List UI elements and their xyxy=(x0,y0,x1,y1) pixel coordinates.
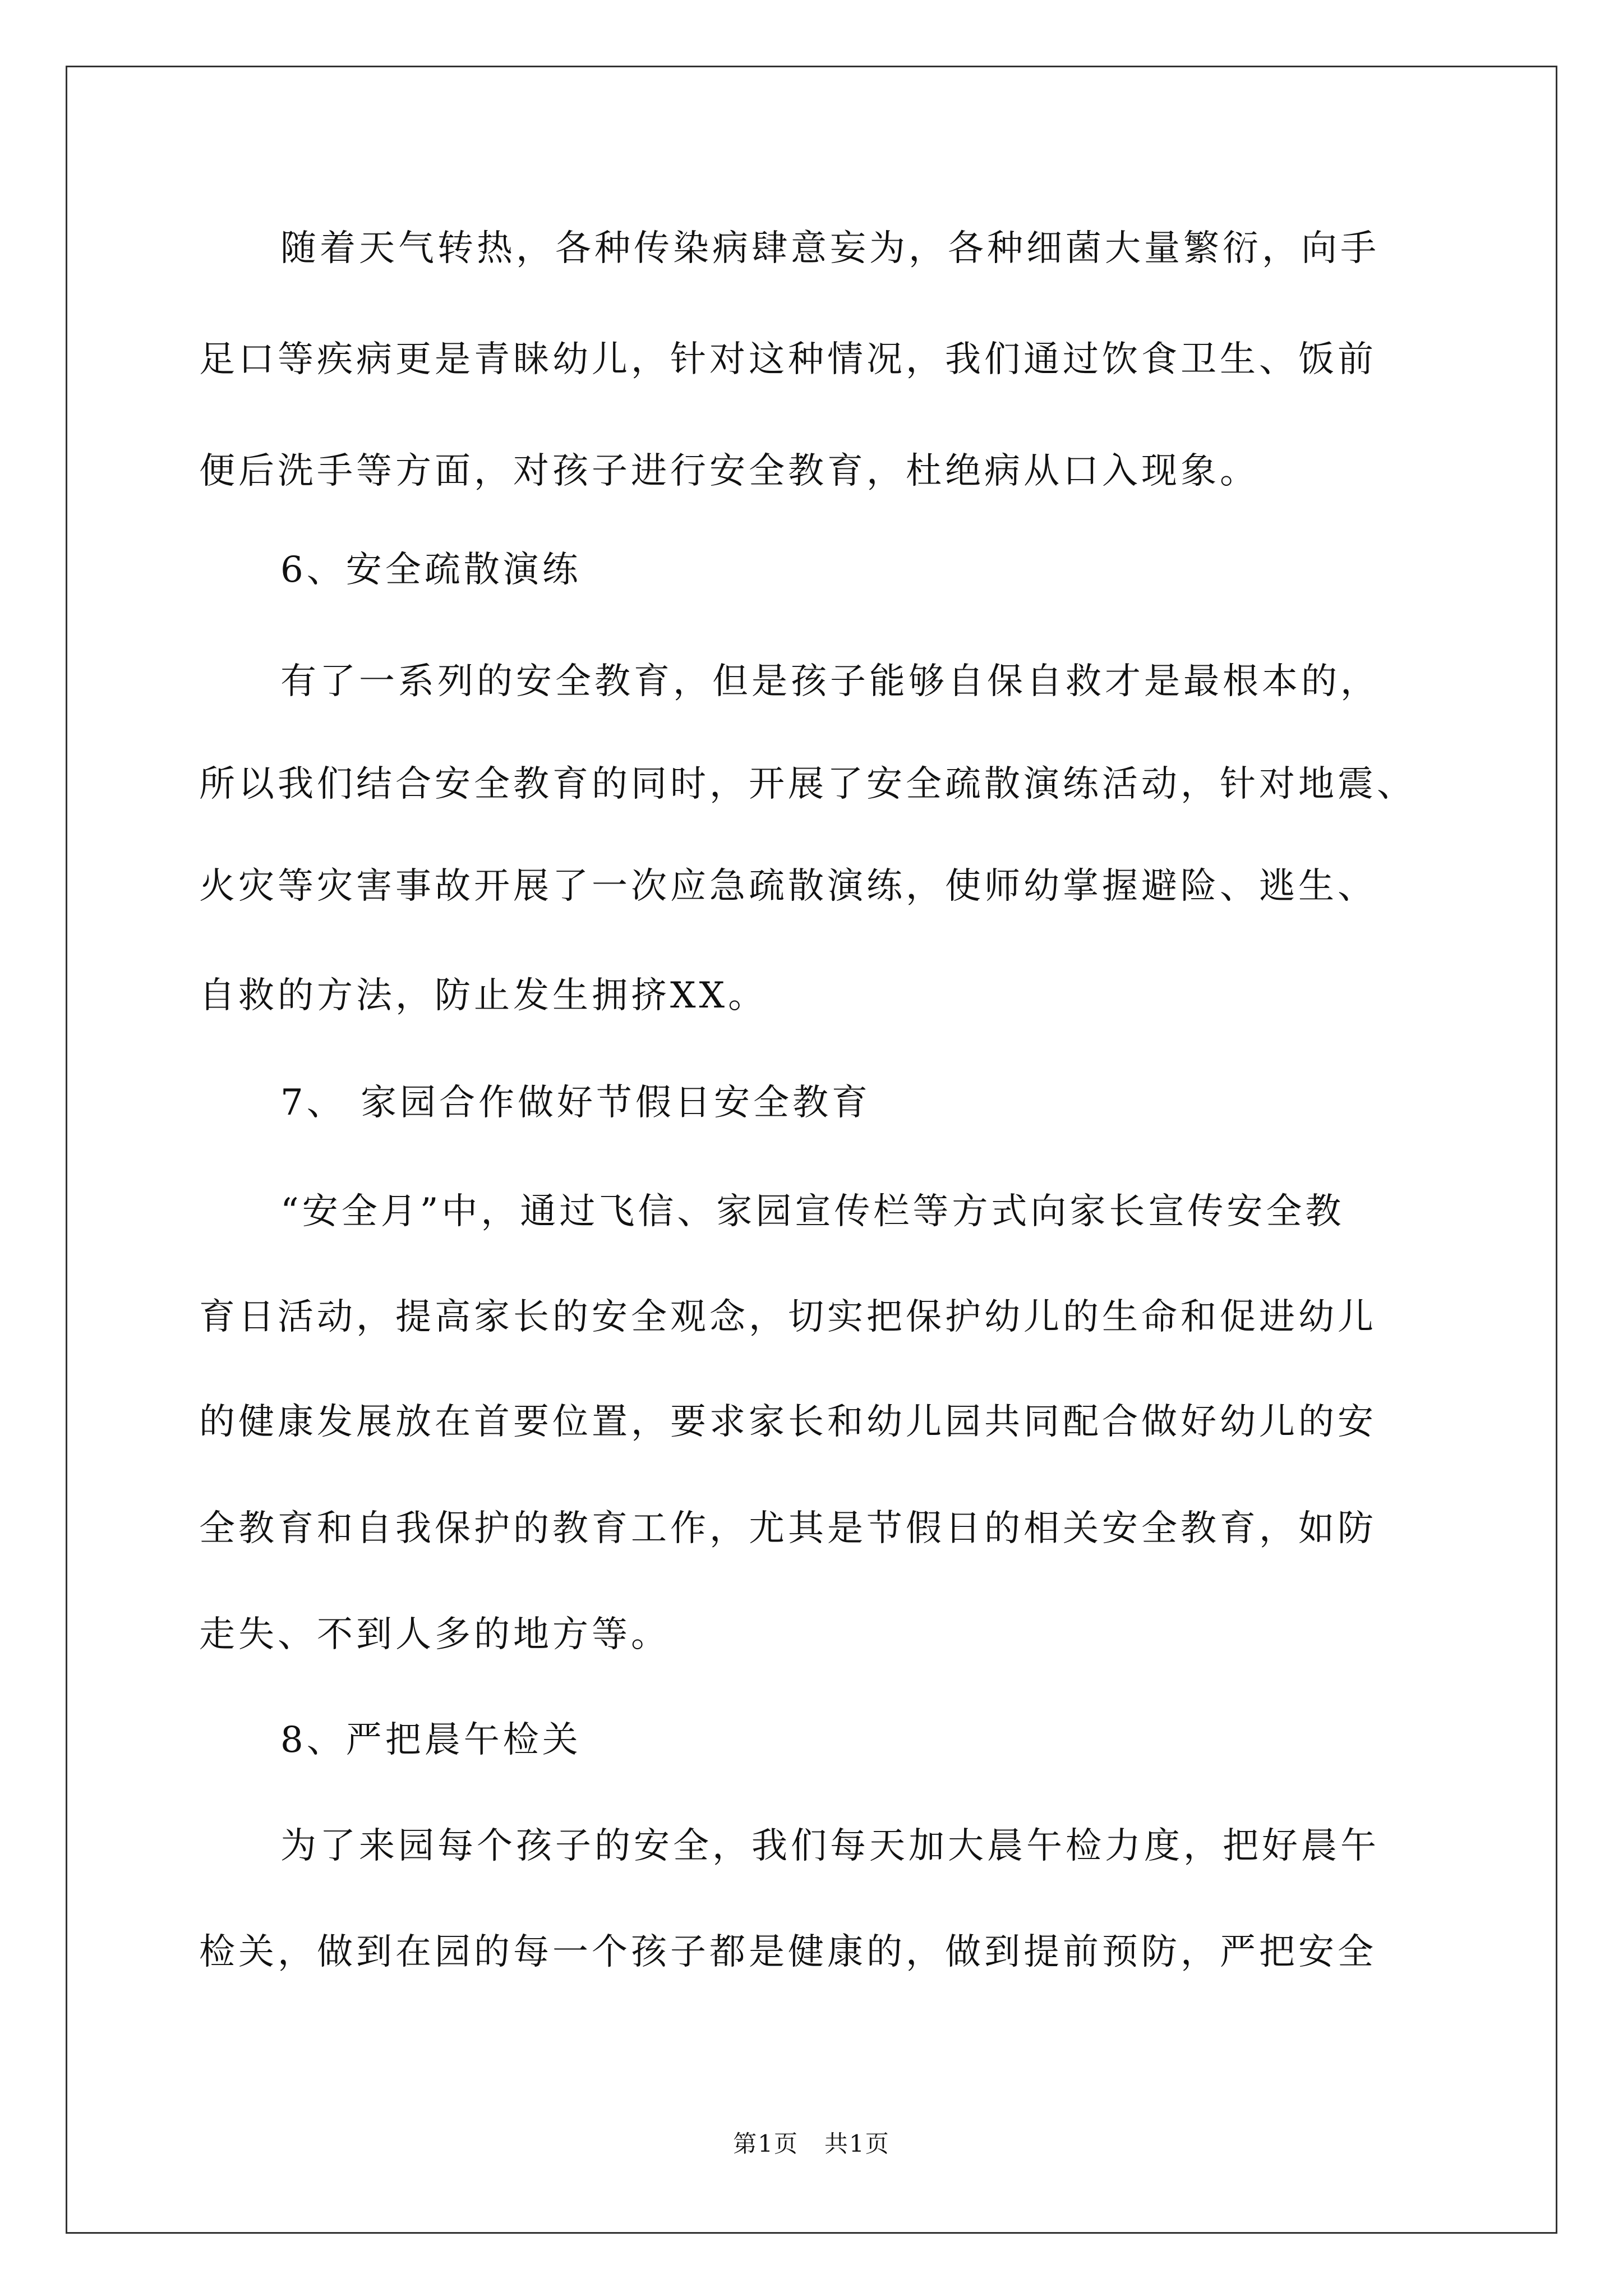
page-number-footer: 第1页 共1页 xyxy=(733,2130,890,2157)
paragraph-line: 检关，做到在园的每一个孩子都是健康的，做到提前预防，严把安全 xyxy=(199,1931,1377,1973)
paragraph-line: 随着天气转热，各种传染病肆意妄为，各种细菌大量繁衍，向手 xyxy=(280,228,1380,269)
paragraph-line: 火灾等灾害事故开展了一次应急疏散演练，使师幼掌握避险、逃生、 xyxy=(199,866,1377,907)
paragraph-line: 所以我们结合安全教育的同时，开展了安全疏散演练活动，针对地震、 xyxy=(199,763,1416,805)
paragraph-line: 自救的方法，防止发生拥挤XX。 xyxy=(199,975,768,1016)
paragraph-line: 足口等疾病更是青睐幼儿，针对这种情况，我们通过饮食卫生、饭前 xyxy=(199,339,1377,380)
paragraph-line: 育日活动，提高家长的安全观念，切实把保护幼儿的生命和促进幼儿 xyxy=(199,1296,1377,1338)
paragraph-line: 便后洗手等方面，对孩子进行安全教育，杜绝病从口入现象。 xyxy=(199,450,1259,492)
paragraph-line: 走失、不到人多的地方等。 xyxy=(199,1614,670,1655)
paragraph-line: 的健康发展放在首要位置，要求家长和幼儿园共同配合做好幼儿的安 xyxy=(199,1401,1377,1443)
paragraph-line: 全教育和自我保护的教育工作，尤其是节假日的相关安全教育，如防 xyxy=(199,1508,1377,1549)
section-heading: 6、安全疏散演练 xyxy=(280,549,582,591)
paragraph-line: 有了一系列的安全教育，但是孩子能够自保自救才是最根本的， xyxy=(280,661,1380,702)
paragraph-line: “安全月”中，通过飞信、家园宣传栏等方式向家长宣传安全教 xyxy=(280,1191,1345,1232)
page-border xyxy=(66,66,1557,2234)
section-heading: 7、 家园合作做好节假日安全教育 xyxy=(280,1082,872,1124)
paragraph-line: 为了来园每个孩子的安全，我们每天加大晨午检力度，把好晨午 xyxy=(280,1825,1380,1867)
section-heading: 8、严把晨午检关 xyxy=(280,1719,582,1761)
